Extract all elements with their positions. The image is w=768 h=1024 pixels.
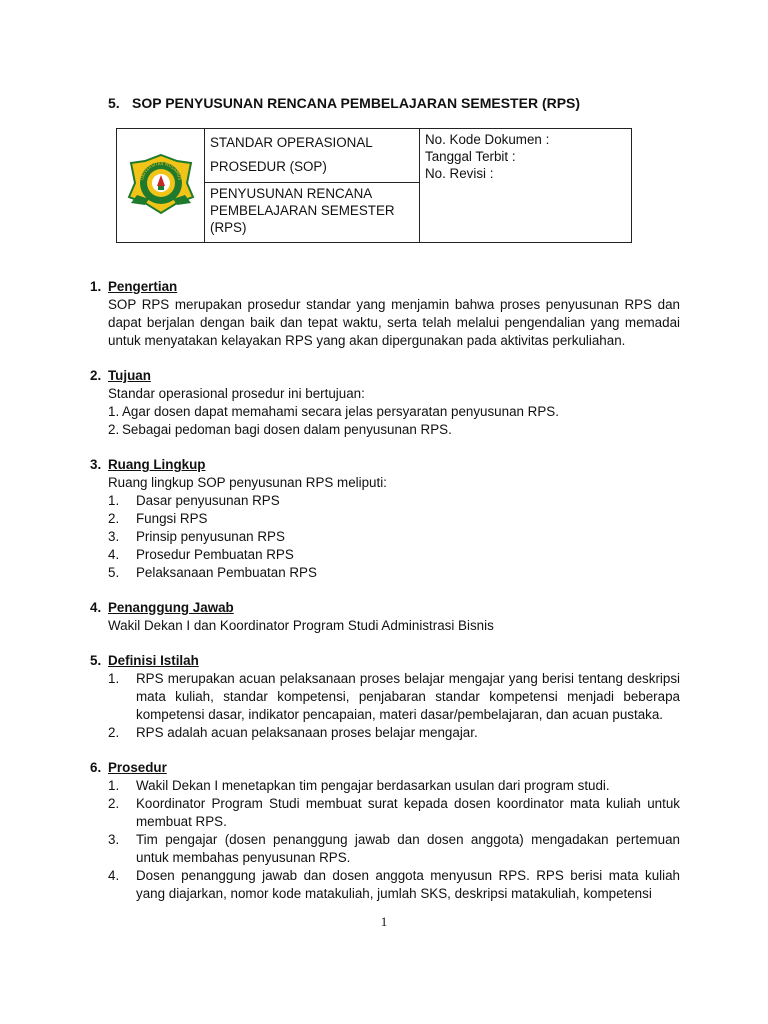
section-heading: 2. Tujuan [90, 368, 151, 383]
logo-cell [117, 129, 205, 243]
section-heading: 4. Penanggung Jawab [90, 600, 234, 615]
kode-dokumen: No. Kode Dokumen : [425, 132, 550, 147]
sop-label-line1: STANDAR OPERASIONAL [210, 135, 373, 150]
section-definisi [90, 652, 680, 742]
title-text: SOP PENYUSUNAN RENCANA PEMBELAJARAN SEMESTER (RPS) [132, 95, 581, 111]
title-number: 5. [108, 95, 120, 111]
list-item: 4. Prosedur Pembuatan RPS [108, 547, 294, 562]
list-item: 1. Dasar penyusunan RPS [108, 493, 280, 508]
section-heading: 3. Ruang Lingkup [90, 457, 206, 472]
section-heading: 5. Definisi Istilah [90, 653, 199, 668]
no-revisi: No. Revisi : [425, 166, 494, 181]
tanggal-terbit: Tanggal Terbit : [425, 149, 516, 164]
university-logo [127, 153, 195, 215]
section-tujuan [90, 367, 680, 439]
section-heading: 6. Prosedur [90, 760, 167, 775]
section-paragraph: Wakil Dekan I dan Koordinator Program Studi Administrasi Bisnis [108, 618, 494, 633]
section-paragraph: SOP RPS merupakan prosedur standar yang menjamin bahwa proses penyusunan RPS dan dapat berjalan dengan baik dan tepat waktu, serta telah melalui pengendalian yang memadai untuk menyatakan kelayakan RPS yang akan dipergunakan pada aktivitas perkuliahan. [108, 297, 680, 348]
list-item: 2. Fungsi RPS [108, 511, 208, 526]
section-penanggung-jawab [90, 599, 680, 635]
list-item: 1. RPS merupakan acuan pelaksanaan proses belajar mengajar yang berisi tentang deskripsi mata kuliah, standar kompetensi, penjabaran standar kompetensi menjadi beberapa kompetensi dasar, indikator pencapaian, materi dasar/pembelajaran, dan acuan pustaka. [108, 671, 680, 722]
page-number: 1 [380, 914, 388, 929]
sop-subject-line2: PEMBELAJARAN SEMESTER [210, 203, 395, 218]
sop-label-cell [205, 129, 420, 183]
list-item: 2. Koordinator Program Studi membuat surat kepada dosen koordinator mata kuliah untuk membuat RPS. [108, 796, 680, 829]
document-body [90, 278, 680, 920]
list-item: 2. RPS adalah acuan pelaksanaan proses belajar mengajar. [108, 725, 478, 740]
sop-label-line2: PROSEDUR (SOP) [210, 159, 327, 174]
section-intro: Standar operasional prosedur ini bertujuan: [108, 386, 365, 401]
list-item: 4. Dosen penanggung jawab dan dosen anggota menyusun RPS. RPS berisi mata kuliah yang diajarkan, nomor kode matakuliah, jumlah SKS, deskripsi matakuliah, kompetensi [108, 868, 680, 901]
section-intro: Ruang lingkup SOP penyusunan RPS meliputi: [108, 475, 387, 490]
list-item: 3. Tim pengajar (dosen penanggung jawab dan dosen anggota) mengadakan pertemuan untuk membahas penyusunan RPS. [108, 832, 680, 865]
section-heading: 1. Pengertian [90, 279, 178, 294]
section-prosedur [90, 759, 680, 903]
list-item: 5. Pelaksanaan Pembuatan RPS [108, 565, 317, 580]
sop-subject-line3: (RPS) [210, 220, 247, 235]
section-pengertian [90, 278, 680, 350]
sop-header-table [116, 128, 632, 243]
sop-subject-cell [205, 183, 420, 243]
document-title [108, 95, 580, 111]
list-item: 3. Prinsip penyusunan RPS [108, 529, 285, 544]
list-item: 1. Wakil Dekan I menetapkan tim pengajar berdasarkan usulan dari program studi. [108, 778, 610, 793]
logo-text: UNIVERSITAS MUSAMUS [138, 160, 183, 181]
list-item: 1. Agar dosen dapat memahami secara jelas persyaratan penyusunan RPS. [108, 404, 559, 419]
sop-subject-line1: PENYUSUNAN RENCANA [210, 186, 373, 201]
list-item: 2. Sebagai pedoman bagi dosen dalam penyusunan RPS. [108, 422, 452, 437]
document-info-cell [420, 129, 632, 243]
section-ruang-lingkup [90, 456, 680, 582]
